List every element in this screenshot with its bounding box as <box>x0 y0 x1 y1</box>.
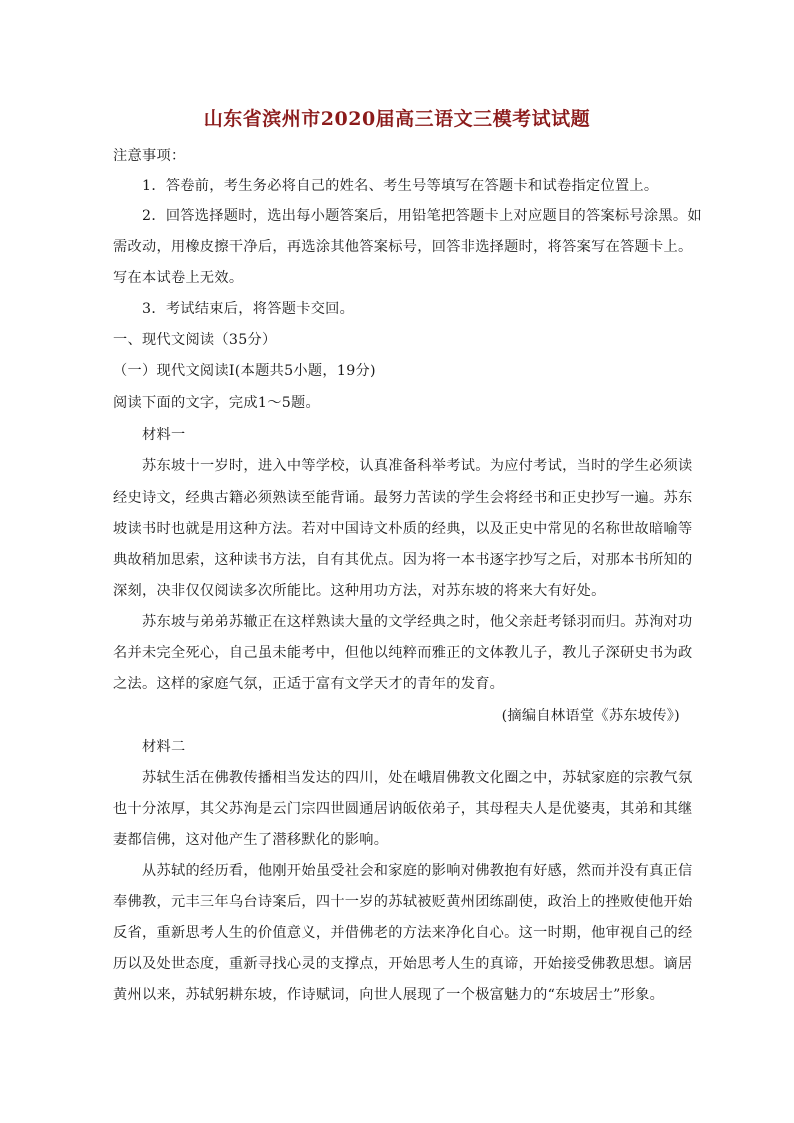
material-1-paragraph-1-line-1: 苏东坡十一岁时，进入中等学校，认真准备科举考试。为应付考试，当时的学生必须读 <box>142 458 693 474</box>
material-2-paragraph-1-line-3: 妻都信佛，这对他产生了潜移默化的影响。 <box>113 832 389 848</box>
notice-heading: 注意事项： <box>113 148 186 164</box>
notice-item-3: 3．考试结束后，将答题卡交回。 <box>142 301 355 317</box>
document-title: 山东省滨州市2020届高三语文三模考试试题 <box>203 108 591 130</box>
material-2-heading: 材料二 <box>142 739 186 755</box>
material-1-source: (摘编自林语堂《苏东坡传》) <box>501 708 680 724</box>
material-1-heading: 材料一 <box>142 427 186 443</box>
material-2-paragraph-2-line-3: 反省，重新思考人生的价值意义，并借佛老的方法来净化自心。这一时期，他审视自己的经 <box>113 925 693 941</box>
reading-instruction: 阅读下面的文字，完成1～5题。 <box>113 395 320 411</box>
notice-item-2-line-3: 写在本试卷上无效。 <box>113 270 244 286</box>
material-1-paragraph-1-line-4: 典故稍加思索，这种读书方法，自有其优点。因为将一本书逐字抄写之后，对那本书所知的 <box>113 552 693 568</box>
material-2-paragraph-2-line-5: 黄州以来，苏轼躬耕东坡，作诗赋词，向世人展现了一个极富魅力的“东坡居士”形象。 <box>113 987 665 1003</box>
notice-item-1: 1．答卷前，考生务必将自己的姓名、考生号等填写在答题卡和试卷指定位置上。 <box>142 178 659 194</box>
material-2-paragraph-1-line-2: 也十分浓厚，其父苏洵是云门宗四世圆通居讷皈依弟子，其母程夫人是优婆夷，其弟和其继 <box>113 801 693 817</box>
section-heading-1-1: （一）现代文阅读Ⅰ(本题共5小题，19分) <box>113 363 376 379</box>
material-1-paragraph-2-line-1: 苏东坡与弟弟苏辙正在这样熟读大量的文学经典之时，他父亲赶考铩羽而归。苏洵对功 <box>142 614 693 630</box>
material-2-paragraph-1-line-1: 苏轼生活在佛教传播相当发达的四川，处在峨眉佛教文化圈之中，苏轼家庭的宗教气氛 <box>142 770 693 786</box>
section-heading-1: 一、现代文阅读（35分） <box>113 332 277 348</box>
material-1-paragraph-2-line-2: 名并未完全死心，自己虽未能考中，但他以纯粹而雅正的文体教儿子，教儿子深研史书为政 <box>113 645 693 661</box>
notice-item-2-line-2: 需改动，用橡皮擦干净后，再选涂其他答案标号，回答非选择题时，将答案写在答题卡上。 <box>113 239 693 255</box>
material-1-paragraph-1-line-5: 深刻，决非仅仅阅读多次所能比。这种用功方法，对苏东坡的将来大有好处。 <box>113 583 606 599</box>
material-1-paragraph-1-line-2: 经史诗文，经典古籍必须熟读至能背诵。最努力苦读的学生会将经书和正史抄写一遍。苏东 <box>113 490 693 506</box>
material-1-paragraph-1-line-3: 坡读书时也就是用这种方法。若对中国诗文朴质的经典，以及正史中常见的名称世故暗喻等 <box>113 521 693 537</box>
material-1-paragraph-2-line-3: 之法。这样的家庭气氛，正适于富有文学天才的青年的发育。 <box>113 676 505 692</box>
material-2-paragraph-2-line-2: 奉佛教，元丰三年乌台诗案后，四十一岁的苏轼被贬黄州团练副使，政治上的挫败使他开始 <box>113 894 693 910</box>
notice-item-2-line-1: 2．回答选择题时，选出每小题答案后，用铅笔把答题卡上对应题目的答案标号涂黑。如 <box>142 208 702 224</box>
material-2-paragraph-2-line-4: 历以及处世态度，重新寻找心灵的支撑点，开始思考人生的真谛，开始接受佛教思想。谪居 <box>113 956 693 972</box>
material-2-paragraph-2-line-1: 从苏轼的经历看，他刚开始虽受社会和家庭的影响对佛教抱有好感，然而并没有真正信 <box>142 863 693 879</box>
